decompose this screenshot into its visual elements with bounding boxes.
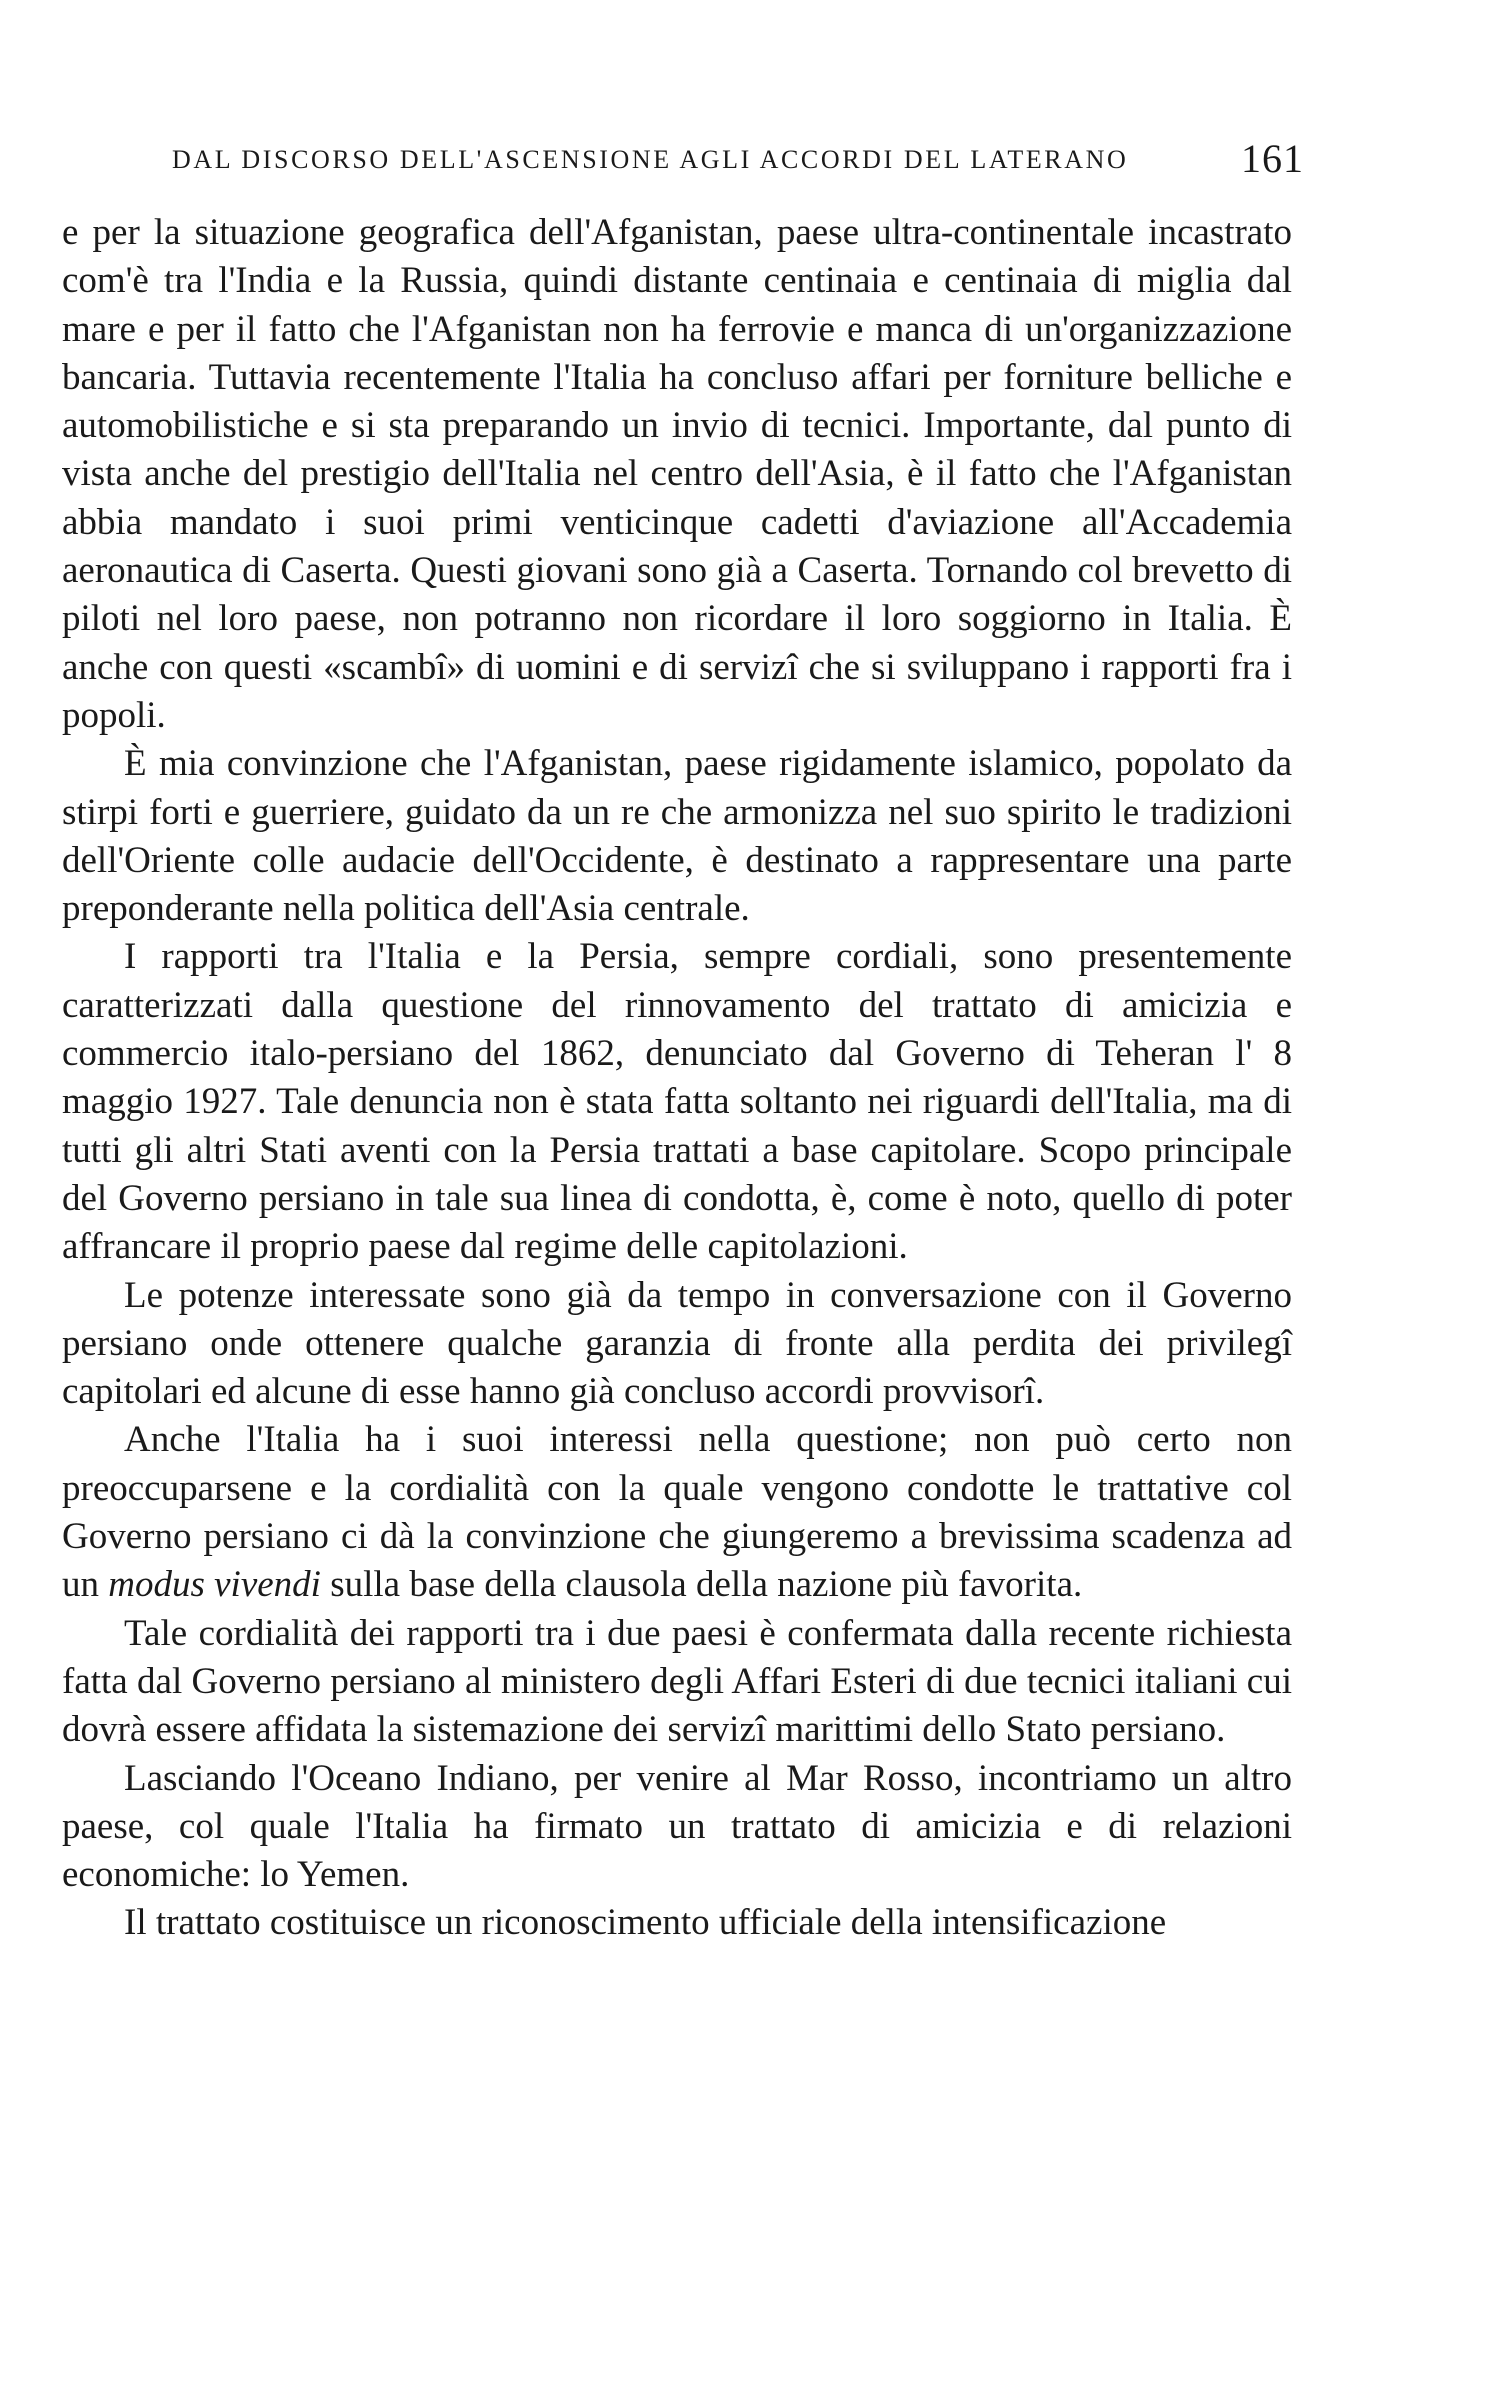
paragraph-afganistan-continued: e per la situazione geografica dell'Afganistan, paese ultra-continentale incastrato com'è tra l'India e la Russia, quindi distante centinaia e centinaia di miglia dal mare e per il fatto che l'Afganistan non ha ferrovie e manca di un'organizzazione bancaria. Tuttavia recentemente l'Italia ha concluso affari per forniture belliche e automobilistiche e si sta preparando un invio di tecnici. Importante, dal punto di vista anche del prestigio dell'Italia nel centro dell'Asia, è il fatto che l'Afganistan abbia mandato i suoi primi venticinque cadetti d'aviazione all'Accademia aeronautica di Caserta. Questi giovani sono già a Caserta. Tornando col brevetto di piloti nel loro paese, non potranno non ricordare il loro soggiorno in Italia. È anche con questi «scambî» di uomini e di servizî che si sviluppano i rapporti fra i popoli. xyxy=(62,212,1292,736)
paragraph-afganistan-conviction: È mia convinzione che l'Afganistan, paese rigidamente islamico, popolato da stirpi forti e guerriere, guidato da un re che armonizza nel suo spirito le tradizioni dell'Oriente colle audacie dell'Occidente, è destinato a rappresentare una parte preponderante nella politica dell'Asia centrale. xyxy=(62,743,1292,930)
running-head xyxy=(62,135,1304,183)
body-text xyxy=(62,209,1292,1948)
paragraph-yemen: Lasciando l'Oceano Indiano, per venire al Mar Rosso, incontriamo un altro paese, col quale l'Italia ha firmato un trattato di amicizia e di relazioni economiche: lo Yemen. xyxy=(62,1757,1292,1896)
paragraph-persia-relations: I rapporti tra l'Italia e la Persia, sempre cordiali, sono presentemente caratterizzati dalla questione del rinnovamento del trattato di amicizia e commercio italo-persiano del 1862, denunciato dal Governo di Teheran l' 8 maggio 1927. Tale denuncia non è stata fatta soltanto nei riguardi dell'Italia, ma di tutti gli altri Stati aventi con la Persia trattati a base capitolare. Scopo principale del Governo persiano in tale sua linea di condotta, è, come è noto, quello di poter affrancare il proprio paese dal regime delle capitolazioni. xyxy=(62,936,1292,1268)
running-title: DAL DISCORSO DELL'ASCENSIONE AGLI ACCORDI DEL LATERANO xyxy=(172,145,1129,174)
page-number: 161 xyxy=(1241,136,1304,181)
paragraph-powers-conversation: Le potenze interessate sono già da tempo in conversazione con il Governo persiano onde ottenere qualche garanzia di fronte alla perdita dei privilegî capitolari ed alcune di esse hanno già concluso accordi provvisorî. xyxy=(62,1274,1292,1413)
book-page xyxy=(62,135,1304,1948)
paragraph-italy-interests-text: Anche l'Italia ha i suoi interessi nella questione; non può certo non preoccuparsene e la cordialità con la quale vengono condotte le trattative col Governo persiano ci dà la convinzione che giungeremo a brevissima scadenza ad un xyxy=(62,1419,1292,1606)
modus-vivendi-italic: modus vivendi xyxy=(108,1564,321,1606)
paragraph-italy-interests xyxy=(62,1416,1292,1609)
paragraph-cordiality: Tale cordialità dei rapporti tra i due paesi è confermata dalla recente richiesta fatta dal Governo persiano al ministero degli Affari Esteri di due tecnici italiani cui dovrà essere affidata la sistemazione dei servizî marittimi dello Stato persiano. xyxy=(62,1612,1292,1751)
paragraph-italy-interests-end: sulla base della clausola della nazione più favorita. xyxy=(320,1564,1083,1606)
paragraph-treaty: Il trattato costituisce un riconoscimento ufficiale della intensificazione xyxy=(124,1902,1167,1944)
